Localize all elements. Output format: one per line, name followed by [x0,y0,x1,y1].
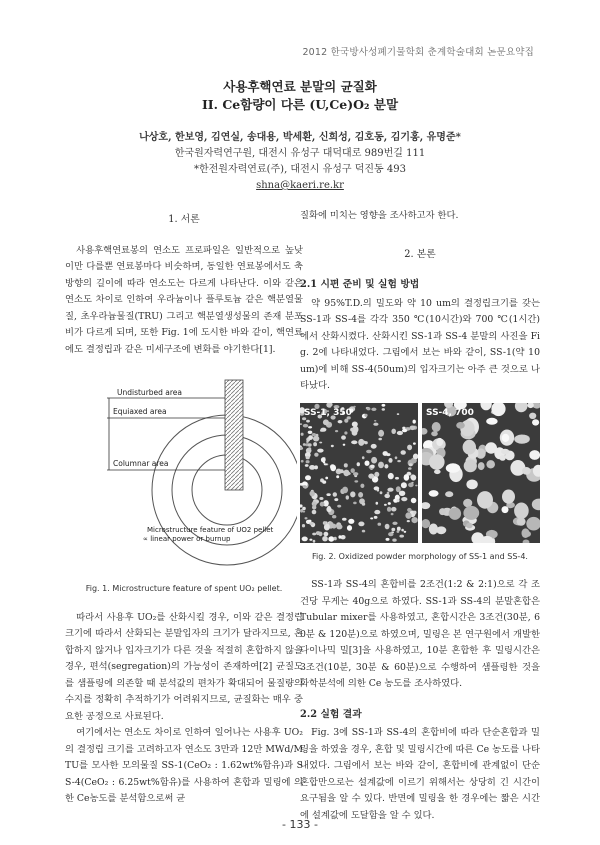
grain [303,423,308,427]
grain [336,524,342,529]
grain [449,507,461,520]
grain [532,419,539,425]
grain [312,532,316,535]
intro-paragraph-1: 사용후핵연료봉의 연소도 프로파일은 일반적으로 높낮이만 다를뿐 연료봉마다 비슷하며, 동일한 연료봉에서도 축방향의 길이에 따라 연소도는 다르게 나타난다. 이와 같은 연소도 차이로 인하여 우라늄이나 플루토늄 같은 핵분열물질, 초우라늄물질(TRU) 그리고 핵분열생성물의 존재 분포비가 다르게 되며, 또한 Fig. 1에 도시한 바와 같이, 핵연료에도 결정립과 같은 미세구조에 변화를 야기한다[1]. [65,244,303,355]
grain [308,519,311,522]
grain [368,473,374,478]
grain [347,525,352,531]
grain [378,522,382,525]
grain [374,420,376,422]
grain [380,491,383,494]
grain [401,482,407,488]
grain [399,534,404,537]
label-microstructure: Microstructure feature of UO2 pellet [147,526,274,534]
grain [322,480,326,483]
grain [401,528,404,531]
grain [388,472,394,478]
grain [374,515,378,518]
grain [348,518,354,523]
grain [305,517,308,519]
grain [502,489,515,503]
grain [382,403,386,406]
grain [411,474,416,480]
grain [397,526,401,530]
grain [306,460,310,463]
left-column [65,208,303,808]
grain [319,441,322,443]
figure-2 [300,403,540,543]
grain [316,531,321,535]
grain [413,510,416,514]
grain [388,502,391,505]
grain [384,464,388,468]
grain [384,503,387,505]
grain [357,462,360,466]
intro-paragraph-3: 여기에서는 연소도 차이로 인하여 일어나는 사용후 UO₂의 결정립 크기를 고려하고자 연소도 3만과 12만 MWd/MTU를 모사한 모의물질 SS-1(CeO₂ : 1.62wt%함유)과 SS-4(CeO₂ : 6.25wt%함유)를 사용하여 혼합과 밀링에 의한 Ce농도를 분석함으로써 균 [65,727,303,804]
grain [371,407,376,410]
grain [336,475,339,478]
grain [320,429,324,432]
grain [330,464,336,471]
grain [397,413,400,415]
figure-1 [65,370,303,575]
grain [456,422,465,429]
grain [463,439,476,454]
figure-2-caption: Fig. 2. Oxidized powder morphology of SS-1 and SS-4. [312,551,528,561]
grain [399,490,405,495]
grain [395,476,399,479]
grain [343,443,346,445]
grain [523,539,530,543]
grain [436,437,443,445]
grain [373,422,378,425]
grain [317,448,323,452]
section-heading-main: 2. 본론 [404,248,436,260]
grain [439,508,446,515]
grain [322,536,328,541]
grain [477,491,493,509]
grain [388,532,393,536]
grain [411,481,414,483]
grain [353,472,358,476]
grain [464,459,477,472]
subsection-heading-2-1: 2.1 시편 준비 및 실험 방법 [300,279,420,290]
grain [370,464,375,467]
grain [397,530,400,533]
grain [328,536,334,541]
grain [388,458,392,463]
label-columnar-area: Columnar area [113,459,169,468]
particle-texture-ss4 [422,403,540,543]
grain [422,502,430,509]
grain [514,502,529,518]
grain [371,443,377,448]
grain [360,483,364,487]
grain [532,498,540,510]
grain [302,524,305,527]
paper-title [0,78,600,114]
grain [404,474,410,481]
title-line-2: II. Ce함량이 다른 (U,Ce)O₂ 분말 [201,97,399,112]
grain [353,405,356,407]
author-block [0,130,600,194]
grain [358,521,364,526]
grain [527,403,533,408]
grain [409,463,413,466]
grain [378,461,384,468]
grain [397,460,401,462]
grain [395,456,398,459]
results-paragraph-1: Fig. 3에 SS-1과 SS-4의 혼합비에 따라 단순혼합과 밀링을 하였을 경우, 혼합 및 밀링시간에 따른 Ce 농도를 나타내었다. 그림에서 보는 바와 같이, 혼합비에 관계없이 단순혼합만으로는 설계값에 이르기 위해서는 상당히 긴 시간이 요구됨을 알 수 있다. 반면에 밀링을 한 경우에는 짧은 시간에 설계값에 도달함을 알 수 있다. [300,727,540,821]
grain [401,450,406,455]
grain [434,469,441,474]
grain [522,528,530,538]
grain [323,521,327,525]
grain [358,492,363,498]
grain [529,450,540,460]
grain [405,512,411,519]
grain [364,413,367,416]
grain [486,417,497,424]
grain [431,431,438,436]
grain [303,485,307,487]
grain [302,506,306,509]
grain [413,419,416,423]
grain [374,509,380,513]
grain [391,527,395,530]
grain [351,468,355,473]
grain [365,460,370,465]
affiliation-2: *한전원자력연료(주), 대전시 유성구 덕진동 493 [193,164,406,175]
grain [391,512,394,514]
grain [308,447,311,450]
grain [343,469,349,476]
grain [331,444,334,446]
grain [384,493,390,497]
grain [344,463,348,467]
grain [324,531,329,536]
grain [387,487,393,491]
grain [387,491,390,494]
grain [422,519,430,528]
grain [306,455,310,458]
micrograph-ss4 [422,403,540,543]
grain [358,438,364,445]
grain [312,509,317,514]
grain [526,516,540,530]
affiliation-1: 한국원자력연구원, 대전시 유성구 대덕대로 989번길 111 [174,148,426,159]
grain [517,517,526,525]
grain [378,437,382,440]
grain [429,454,445,470]
grain [446,463,460,473]
grain [362,529,365,532]
grain [402,428,407,431]
grain [445,491,453,497]
grain [515,403,528,412]
grain [404,530,407,532]
grain [397,430,403,434]
grain [350,491,355,497]
grain [321,457,326,462]
grain [352,421,358,426]
micrograph-label-ss4: SS-4, 700 [426,407,474,418]
grain [308,430,313,433]
grain [333,492,337,497]
grain [313,503,315,506]
author-email[interactable]: shna@kaeri.re.kr [256,180,344,191]
grain [411,497,417,502]
grain [480,403,491,410]
grain [385,523,390,529]
grain [342,517,347,520]
author-names: 나상호, 한보영, 김연실, 송대용, 박세환, 신희성, 김호동, 김기홍, 유명준* [139,132,461,143]
grain [301,432,304,435]
grain [301,459,304,462]
grain [335,430,338,432]
grain [501,448,509,454]
grain [338,535,341,539]
grain [370,517,373,519]
grain [366,449,372,452]
intro-paragraph-2: 따라서 사용후 UO₂를 산화시킬 경우, 이와 같은 결정립 크기에 따라서 산화되는 분말입자의 크기가 달라지므로, 혼합하지 않거나 입자크기가 다른 것을 적절히 혼합하지 않을 경우, 편석(segregation)의 가능성이 존재하여[2] 균질도를 샘플링에 의존할 때 분석값의 편차가 확대되어 물질량의 수지를 정확히 추적하기가 어려워지므로, 균질화는 매우 중요한 공정으로 사료된다. [65,611,303,722]
grain [314,452,318,456]
grain [466,479,477,489]
grain [514,434,529,443]
grain [362,502,365,505]
grain [377,489,379,492]
grain [326,506,331,512]
grain [391,506,396,511]
grain [463,505,479,519]
grain [502,506,509,513]
grain [415,484,418,486]
grain [316,433,319,436]
grain [407,520,410,522]
grain [529,412,536,418]
grain [413,442,416,444]
grain [353,501,357,504]
grain [486,460,495,468]
grain [300,504,303,507]
grain [466,522,473,528]
grain [310,490,315,496]
grain [422,428,428,435]
grain [319,497,323,500]
cross-section-strip [225,380,243,490]
section-heading-introduction: 1. 서론 [168,214,200,225]
grain [383,451,388,456]
running-header: 2012 한국방사성폐기물학회 춘계학술대회 논문요약집 [302,47,534,58]
grain [313,442,317,446]
grain [341,435,346,439]
label-equiaxed-area: Equiaxed area [113,407,167,416]
grain [342,486,348,493]
grain [408,467,412,470]
grain [334,498,338,501]
grain [325,476,328,479]
method-paragraph-2: SS-1과 SS-4의 혼합비를 2조건(1:2 & 2:1)으로 각 조건당 무게는 40g으로 하였다. SS-1과 SS-4의 분말혼합은 Tubular mixer를 사용하였고, 혼합시간은 3조건(30분, 60분 & 120분)으로 하였으며, 밀링은 본 연구원에서 개발한 다이나믹 밀[3]을 사용하였고, 10분 혼합한 후 밀링시간은 3조건(10분, 30분 & 60분)으로 수행하여 샘플링한 것을 화학분석에 의한 Ce 농도를 조사하였다. [300,579,540,689]
grain [308,435,313,440]
grain [346,495,349,499]
grain [478,462,485,470]
grain [436,526,446,534]
grain [386,537,390,540]
grain [352,429,358,435]
grain [378,429,384,436]
grain [300,423,302,425]
grain [382,408,385,411]
grain [303,443,306,446]
grain [324,463,327,465]
grain [302,536,308,541]
grain [391,428,396,433]
grain [300,446,303,449]
grain [305,464,309,467]
grain [367,407,371,410]
grain [326,493,330,496]
grain [309,465,315,470]
grain [334,536,337,540]
label-linear-power: ∝ linear power or burnup [143,535,231,543]
grain [401,497,407,501]
subsection-heading-2-2: 2.2 실험 결과 [300,708,362,720]
grain [499,455,505,461]
grain [309,538,312,540]
grain [337,504,341,507]
grain [312,433,316,436]
grain [502,433,510,441]
grain [305,475,311,480]
intro-paragraph-3-continued: 질화에 미치는 영향을 조사하고자 한다. [300,210,459,221]
grain [308,443,312,446]
grain [354,480,358,482]
grain [429,490,439,497]
grain [411,517,417,523]
micrograph-ss1 [300,403,418,543]
grain [336,468,341,471]
grain [320,501,325,506]
grain [308,426,312,428]
grain [332,515,336,518]
grain [407,444,412,450]
grain [374,471,379,476]
right-column [300,208,540,824]
grain [362,456,365,459]
figure-1-caption: Fig. 1. Microstructure feature of spent UO₂ pellet. [85,584,283,593]
page-number: - 133 - [282,818,318,831]
method-paragraph-1: 약 95%T.D.의 밀도와 약 10 um의 결정립크기를 갖는 SS-1과 SS-4를 각각 350 ℃(10시간)와 700 ℃(1시간)에서 산화시켰다. 산화시킨 SS-1과 SS-4 분말의 사진을 Fig. 2에 나타내었다. 그림에서 보는 바와 같이, SS-1(약 10um)에 비해 SS-4(50um)의 입자크기는 아주 큰 것으로 나타났다. [300,297,540,391]
grain [344,431,347,434]
grain [522,467,531,475]
grain [313,539,316,542]
grain [392,521,397,524]
grain [387,506,391,511]
particle-texture-ss1 [300,403,418,543]
grain [351,440,357,444]
micrograph-label-ss1: SS-1, 350 [304,407,352,418]
grain [396,498,399,501]
grain [376,501,379,504]
grain [313,435,319,441]
title-line-1: 사용후핵연료 분말의 균질화 [223,79,377,94]
grain [432,422,441,432]
grain [371,456,377,463]
grain [392,538,396,541]
label-undisturbed-area: Undisturbed area [117,388,183,397]
pellet-microstructure-diagram [87,370,297,570]
